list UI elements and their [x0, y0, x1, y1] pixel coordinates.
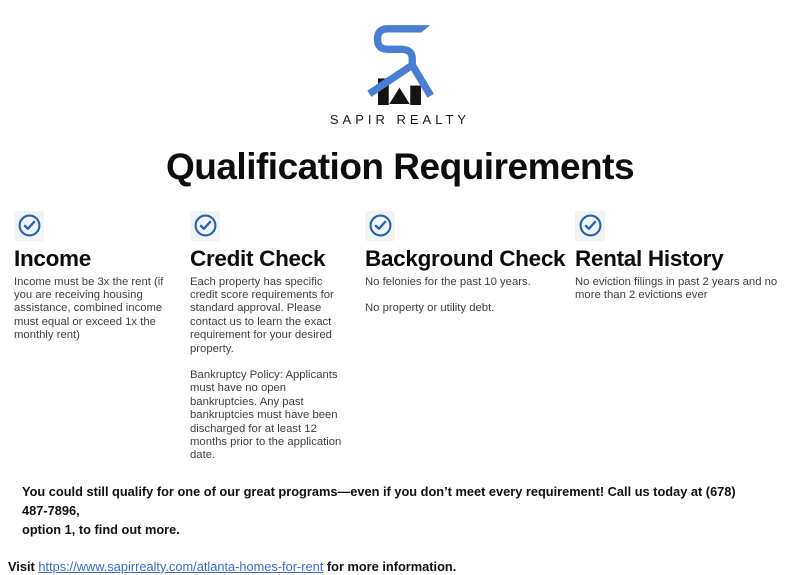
section-background-check — [365, 211, 566, 316]
check-circle-icon — [14, 211, 44, 241]
page-title: Qualification Requirements — [165, 146, 635, 187]
visit-line — [8, 559, 792, 575]
section-income — [14, 211, 176, 343]
section-heading: Income — [14, 245, 91, 271]
section-paragraph: Income must be 3x the rent (if you are receiving housing assistance, combined income must equal or exceed 1x the monthly rent) — [14, 275, 164, 342]
section-heading: Background Check — [365, 245, 566, 271]
section-paragraph: No eviction filings in past 2 years and no more than 2 evictions ever — [575, 275, 778, 301]
check-circle-icon — [190, 211, 220, 241]
section-heading: Credit Check — [190, 245, 326, 271]
promo-text — [22, 482, 760, 539]
brand-name: SAPIR REALTY — [329, 112, 471, 127]
section-heading: Rental History — [575, 245, 724, 271]
section-paragraph: No property or utility debt. — [365, 302, 495, 314]
section-paragraph: No felonies for the past 10 years. — [365, 275, 531, 288]
check-circle-icon — [575, 211, 605, 241]
section-rental-history — [575, 211, 792, 303]
check-circle-icon — [365, 211, 395, 241]
visit-prefix: Visit — [8, 558, 39, 574]
promo-line-1: You could still qualify for one of our great programs—even if you don’t meet every requirement! Call us today at (678) 487-7896, — [22, 483, 736, 518]
requirements-columns — [0, 211, 800, 463]
section-paragraph: Each property has specific credit score requirements for standard approval. Please contact us to learn the exact requirement for your desired property. — [190, 275, 334, 355]
promo-line-2: option 1, to find out more. — [22, 521, 180, 537]
section-paragraph: Bankruptcy Policy: Applicants must have no open bankruptcies. Any past bankruptcies must have been discharged for at least 12 months prior to the application date. — [190, 369, 342, 462]
sapir-realty-logo-icon — [366, 13, 434, 105]
header — [0, 0, 800, 127]
section-credit-check — [190, 211, 351, 463]
website-link[interactable]: https://www.sapirrealty.com/atlanta-homes-for-rent — [38, 558, 324, 574]
visit-suffix: for more information. — [323, 558, 457, 574]
